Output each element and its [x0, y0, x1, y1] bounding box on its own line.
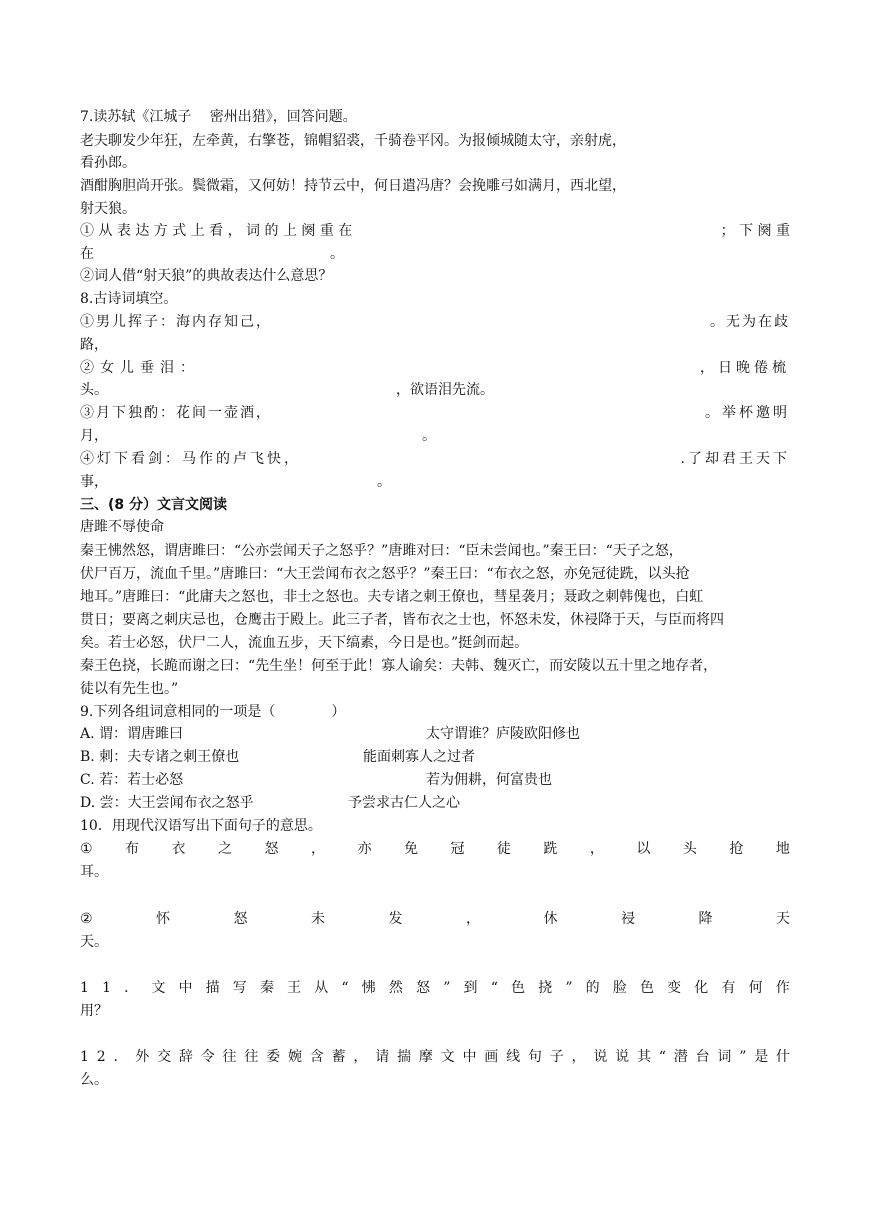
- q10-title: 10．用现代汉语写出下面句子的意思。: [80, 818, 322, 834]
- q8-item-prompt: ②女儿垂泪：: [80, 360, 200, 376]
- passage-line: 贯日；要离之刺庆忌也，仓鹰击于殿上。此三子者，皆布衣之士也，怀怒未发，休祲降于天，与臣而将四: [80, 612, 724, 628]
- glyph: 子: [549, 1049, 564, 1065]
- q8-item-line: [80, 401, 790, 425]
- passage-line: 伏尸百万，流血千里。”唐雎曰：“大王尝闻布衣之怒乎？”秦王曰：“布衣之怒，亦免冠徒跣，以头抢: [80, 566, 690, 582]
- glyph: 变: [667, 980, 682, 996]
- glyph: ”: [739, 1049, 747, 1065]
- glyph: 从: [314, 980, 329, 996]
- q8-item-next: 。举杯邀明: [705, 405, 790, 421]
- q7-sub2: ②词人借“射天狼”的典故表达什么意思？: [80, 268, 333, 284]
- q9-option: [80, 722, 790, 746]
- q9-option-d-right: 予尝求古仁人之心: [348, 795, 460, 811]
- q10-sentence-1-text: [80, 837, 790, 861]
- glyph: ，: [571, 1049, 586, 1065]
- glyph: 1: [80, 1049, 89, 1065]
- glyph: 亦: [357, 841, 372, 857]
- q10-sentence-2: [80, 907, 790, 931]
- glyph: 外: [135, 1049, 150, 1065]
- glyph: 往: [222, 1049, 237, 1065]
- glyph: 降: [698, 911, 713, 927]
- glyph: 台: [695, 1049, 710, 1065]
- glyph: 文: [440, 1049, 455, 1065]
- glyph: 秦: [259, 980, 274, 996]
- q7-sub1-prompt: ① 从 表 达 方 式 上 看 ， 词 的 上 阕 重 在: [80, 223, 353, 239]
- glyph: ”: [443, 980, 451, 996]
- glyph: 1: [80, 980, 89, 996]
- glyph: 含: [309, 1049, 324, 1065]
- glyph: 化: [694, 980, 709, 996]
- glyph: 中: [462, 1049, 477, 1065]
- q8-item-wrap-start: 头。: [80, 382, 108, 398]
- glyph: 交: [157, 1049, 172, 1065]
- q8-item-wrap-start: 月，: [80, 428, 108, 444]
- glyph: 什: [776, 1049, 790, 1065]
- glyph: 蓄: [331, 1049, 346, 1065]
- glyph: 1: [102, 980, 111, 996]
- glyph: 说: [615, 1049, 630, 1065]
- q8-item-wrap-end: ，欲语泪先流。: [396, 382, 494, 398]
- glyph: 之: [218, 841, 233, 857]
- q8-item-line: [80, 447, 790, 471]
- glyph: “: [341, 980, 349, 996]
- q9-option: [80, 768, 790, 792]
- q9-option: [80, 791, 790, 815]
- q8-item-prompt: ①男儿挥子：海内存知己，: [80, 314, 272, 330]
- q7-sub1-wrap: [80, 242, 790, 266]
- q9-option-b-right: 能面刺寡人之过者: [363, 749, 475, 765]
- glyph: 委: [266, 1049, 281, 1065]
- glyph: 祲: [620, 911, 635, 927]
- glyph: 作: [775, 980, 790, 996]
- glyph: 揣: [397, 1049, 412, 1065]
- glyph: 地: [775, 841, 790, 857]
- q10-sentence-1: [80, 837, 790, 861]
- glyph: 中: [178, 980, 193, 996]
- glyph: 未: [311, 911, 326, 927]
- glyph: 头: [682, 841, 697, 857]
- glyph: 冠: [450, 841, 465, 857]
- q11-end: 用？: [80, 1003, 108, 1019]
- q7-sub1-wrap-start: 在: [80, 246, 94, 262]
- glyph: 请: [375, 1049, 390, 1065]
- glyph: “: [658, 1049, 666, 1065]
- q8-item-wrap: [80, 470, 790, 494]
- poem-line: 射天狼。: [80, 201, 136, 217]
- glyph: 是: [754, 1049, 769, 1065]
- q11-question: [80, 976, 790, 1000]
- glyph: ．: [113, 1049, 128, 1065]
- glyph: 何: [748, 980, 763, 996]
- section-heading: 三、(8 分）文言文阅读: [80, 497, 228, 513]
- q12-question: [80, 1045, 790, 1069]
- glyph: 令: [200, 1049, 215, 1065]
- glyph: 然: [388, 980, 403, 996]
- glyph: ，: [589, 841, 604, 857]
- glyph: ”: [565, 980, 573, 996]
- glyph: 到: [463, 980, 478, 996]
- glyph: 描: [205, 980, 220, 996]
- passage-title: 唐雎不辱使命: [80, 519, 164, 535]
- glyph: 脸: [612, 980, 627, 996]
- glyph: 色: [639, 980, 654, 996]
- glyph: ，: [353, 1049, 368, 1065]
- glyph: 画: [484, 1049, 499, 1065]
- q7-sub1-line: [80, 219, 790, 243]
- q10-sentence-1-end: 耳。: [80, 864, 108, 880]
- glyph: 徒: [496, 841, 511, 857]
- glyph: 的: [585, 980, 600, 996]
- glyph: 往: [244, 1049, 259, 1065]
- q8-item-wrap-start: 路，: [80, 337, 108, 353]
- glyph: 休: [543, 911, 558, 927]
- q9-title: 9.下列各组词意相同的一项是（ ）: [80, 704, 346, 720]
- glyph: 色: [511, 980, 526, 996]
- glyph: 以: [636, 841, 651, 857]
- glyph: 免: [403, 841, 418, 857]
- q8-item-next: .了却君王天下: [680, 451, 790, 467]
- q7-title: 7.读苏轼《江城子 密州出猎》，回答问题。: [80, 109, 357, 125]
- q8-item-wrap: [80, 424, 790, 448]
- q8-item-line: [80, 356, 790, 380]
- glyph: 线: [506, 1049, 521, 1065]
- glyph: 怒: [233, 911, 248, 927]
- glyph: ，: [310, 841, 325, 857]
- glyph: 摩: [418, 1049, 433, 1065]
- passage-line: 秦王怫然怒，谓唐雎曰：“公亦尝闻天子之怒乎？”唐雎对曰：“臣未尝闻也。”秦王曰：“天子之怒，: [80, 543, 683, 559]
- q8-item-next: 。无为在歧: [710, 314, 790, 330]
- glyph: 有: [721, 980, 736, 996]
- q7-sub1-next: ； 下 阕 重: [720, 223, 790, 239]
- q8-item-prompt: ④灯下看剑：马作的卢飞快，: [80, 451, 301, 467]
- q10-sentence-2-text: [80, 907, 790, 931]
- glyph: 王: [287, 980, 302, 996]
- q8-item-next: ，日晚倦梳: [700, 360, 790, 376]
- q12-text: [80, 1045, 790, 1069]
- passage-line: 地耳。”唐雎曰：“此庸夫之怒也，非士之怒也。夫专诸之刺王僚也，彗星袭月；聂政之刺韩傀也，白虹: [80, 589, 704, 605]
- glyph: 怀: [156, 911, 171, 927]
- q8-item-line: [80, 310, 790, 334]
- glyph: 抢: [729, 841, 744, 857]
- q8-item-wrap-end: 。: [422, 428, 436, 444]
- glyph: 2: [96, 1049, 106, 1065]
- glyph: 辞: [178, 1049, 193, 1065]
- glyph: 说: [593, 1049, 608, 1065]
- glyph: 跣: [543, 841, 558, 857]
- q8-item-prompt: ③月下独酌：花间一壶酒，: [80, 405, 272, 421]
- q8-item-wrap: [80, 333, 790, 357]
- q9-option: [80, 745, 790, 769]
- q7-sub1-wrap-end: 。: [330, 246, 344, 262]
- q9-option-a-left: A. 谓：谓唐雎曰: [80, 726, 184, 742]
- q8-item-wrap-end: 。: [377, 474, 391, 490]
- q9-option-a-right: 太守谓谁？庐陵欧阳修也: [426, 726, 580, 742]
- glyph: 句: [527, 1049, 542, 1065]
- q9-option-c-right: 若为佣耕，何富贵也: [426, 772, 552, 788]
- glyph: ．: [124, 980, 139, 996]
- glyph: 词: [717, 1049, 732, 1065]
- glyph: 布: [125, 841, 140, 857]
- q10-sentence-2-end: 天。: [80, 934, 108, 950]
- glyph: “: [490, 980, 498, 996]
- q8-item-wrap: [80, 378, 790, 402]
- q8-title: 8.古诗词填空。: [80, 291, 178, 307]
- poem-line: 老夫聊发少年狂，左牵黄，右擎苍，锦帽貂裘，千骑卷平冈。为报倾城随太守，亲射虎，: [80, 133, 626, 149]
- glyph: 挠: [538, 980, 553, 996]
- glyph: 衣: [171, 841, 186, 857]
- glyph: 婉: [287, 1049, 302, 1065]
- glyph: 文: [151, 980, 166, 996]
- glyph: 潜: [673, 1049, 688, 1065]
- glyph: 怒: [416, 980, 431, 996]
- q9-option-c-left: C. 若：若士必怒: [80, 772, 184, 788]
- q8-item-wrap-start: 事，: [80, 474, 108, 490]
- q12-end: 么。: [80, 1072, 108, 1088]
- glyph: 写: [232, 980, 247, 996]
- passage-line: 徒以有先生也。”: [80, 681, 179, 697]
- passage-line: 矣。若士必怒，伏尸二人，流血五步，天下缟素，今日是也。”挺剑而起。: [80, 635, 529, 651]
- glyph: 天: [775, 911, 790, 927]
- glyph: 怒: [264, 841, 279, 857]
- poem-line: 看孙郎。: [80, 155, 136, 171]
- glyph: 发: [388, 911, 403, 927]
- glyph: ②: [80, 911, 93, 927]
- glyph: 其: [636, 1049, 651, 1065]
- glyph: ，: [465, 911, 480, 927]
- glyph: ①: [80, 841, 93, 857]
- q9-option-b-left: B. 刺：夫专诸之刺王僚也: [80, 749, 240, 765]
- q9-option-d-left: D. 尝：大王尝闻布衣之怒乎: [80, 795, 254, 811]
- poem-line: 酒酣胸胆尚开张。鬓微霜，又何妨！持节云中，何日遣冯唐？会挽雕弓如满月，西北望，: [80, 178, 626, 194]
- q11-text: [80, 976, 790, 1000]
- passage-line: 秦王色挠，长跪而谢之曰：“先生坐！何至于此！寡人谕矣：夫韩、魏灭亡，而安陵以五十里之地存者，: [80, 658, 718, 674]
- glyph: 怫: [361, 980, 376, 996]
